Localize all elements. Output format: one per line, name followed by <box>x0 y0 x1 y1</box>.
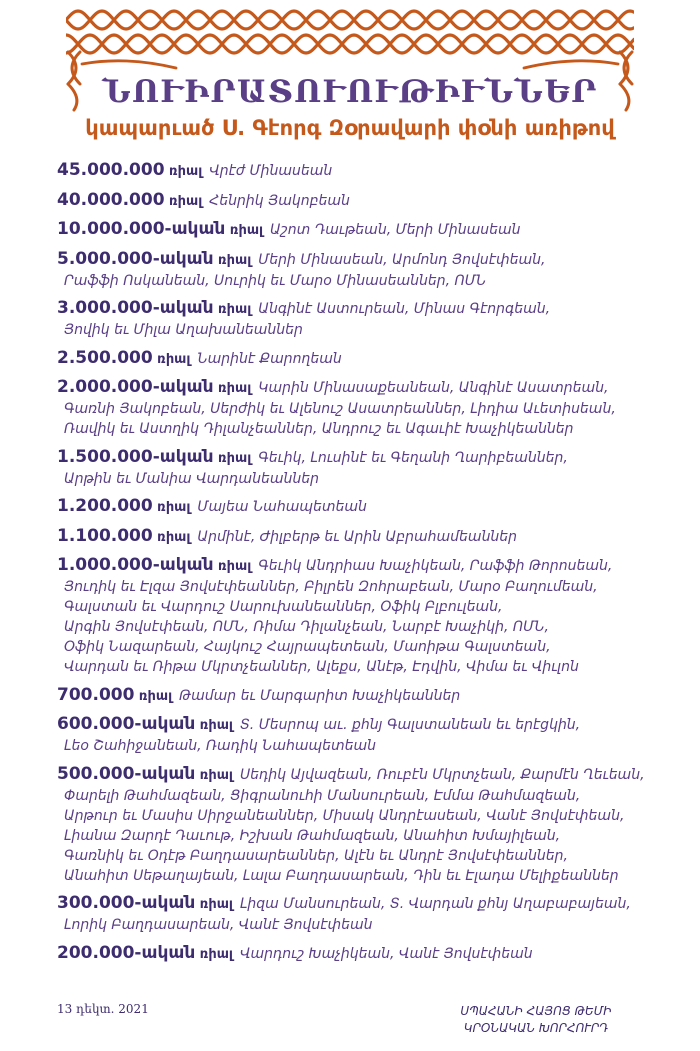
donation-item <box>57 764 677 886</box>
donor-names: Անահիտ Սեթաղայեան, Լալա Բաղդասարեան, Դին եւ Էլադա Մելիքեաններ <box>64 867 619 884</box>
currency-unit: ռիալ <box>199 767 233 783</box>
donation-amount: 10.000.000-ական <box>57 219 226 239</box>
currency-unit: ռիալ <box>217 381 252 396</box>
donor-names: Յովիկ եւ Միլա Աղախանեաններ <box>64 322 303 338</box>
donor-names: Գեւիկ, Լուսինէ եւ Գեղանի Ղարիբեաններ, <box>258 449 568 466</box>
donation-line <box>57 866 677 886</box>
donation-line <box>57 526 677 548</box>
donor-names: Լիզա Մանսուրեան, Տ. Վարդան քհնյ Աղաբաբայեան, <box>239 896 631 912</box>
donation-line <box>57 190 677 212</box>
currency-unit: ռիալ <box>157 529 191 545</box>
donation-amount: 600.000-ական <box>57 714 196 734</box>
donation-line <box>57 786 677 806</box>
donation-line <box>57 419 677 439</box>
donation-line <box>57 846 677 866</box>
donation-amount: 500.000-ական <box>57 763 196 784</box>
donation-item <box>57 714 677 756</box>
organization-line-2: ԿՐՕՆԱԿԱՆ ԽՈՐՀՈՒՐԴ <box>463 1021 609 1035</box>
donation-line <box>57 764 677 786</box>
donation-line <box>57 637 677 657</box>
donation-amount: 2.000.000-ական <box>57 377 214 397</box>
currency-unit: ռիալ <box>157 351 191 367</box>
currency-unit: ռիալ <box>199 718 233 733</box>
donation-line <box>57 893 677 915</box>
donor-names: Օֆիկ Նազարեան, Հայկուշ Հայրապետեան, Մաոիթա Գալստեան, <box>64 639 551 655</box>
donor-names: Տ. Մեսրոպ աւ. քհնյ Գալստանեան եւ երէցկին, <box>239 717 581 733</box>
donor-names: Վարդան եւ Ռիթա Մկրտչեաններ, Ալեքս, Անէթ, Էդվին, Վիմա եւ Վիւլոն <box>64 659 579 675</box>
footer-organization <box>420 1003 652 1037</box>
donation-line <box>57 249 677 271</box>
donation-line <box>57 577 677 597</box>
donation-item <box>57 249 677 291</box>
donation-line <box>57 348 677 370</box>
donation-item <box>57 377 677 439</box>
donation-amount: 2.500.000 <box>57 347 153 368</box>
donor-names: Գալստան եւ Վարդուշ Սարուխանեաններ, Օֆիկ Բլբուլեան, <box>64 599 503 615</box>
donation-amount: 200.000-ական <box>57 942 196 963</box>
donation-item <box>57 160 677 182</box>
donor-names: Յուդիկ եւ Էլզա Յովսէփեաններ, Բիլրեն Զոհրաբեան, Մարօ Բաղումեան, <box>64 579 598 595</box>
donation-amount: 1.200.000 <box>57 496 153 516</box>
currency-unit: ռիալ <box>217 302 252 317</box>
currency-unit: ռիալ <box>157 500 191 515</box>
donation-amount: 700.000 <box>57 684 135 705</box>
donation-line <box>57 399 677 419</box>
donor-names: Լիանա Զարդէ Դաւութ, Իշխան Թահմազեան, Անահիտ Խմայիլեան, <box>64 827 561 844</box>
donor-names: Նարինէ Քարողեան <box>197 350 342 367</box>
page-title: ՆՈՒԻՐԱՏՈՒՈՒԹԻՒՆՆԵՐ <box>102 74 598 110</box>
donations-list <box>57 160 677 972</box>
organization-line-1: ՍՊԱՀԱՆԻ ՀԱՅՈՑ ԹԵՄԻ <box>460 1004 612 1018</box>
donor-names: Աշոտ Դաւթեան, Մերի Մինասեան <box>270 222 521 238</box>
donation-amount: 300.000-ական <box>57 893 196 913</box>
donation-line <box>57 469 677 489</box>
donor-names: Մերի Մինասեան, Արմոնդ Յովսէփեան, <box>258 251 546 268</box>
donation-line <box>57 298 677 320</box>
donation-item <box>57 555 677 677</box>
donation-amount: 1.500.000-ական <box>57 446 214 467</box>
donation-line <box>57 806 677 826</box>
donation-amount: 5.000.000-ական <box>57 248 214 269</box>
donor-names: Վրէժ Մինասեան <box>209 163 333 179</box>
donor-names: Մայեա Նահապետեան <box>197 499 367 515</box>
donation-amount: 1.100.000 <box>57 525 153 546</box>
donation-item <box>57 219 677 241</box>
donation-line <box>57 826 677 846</box>
donation-amount: 45.000.000 <box>57 160 165 180</box>
donation-line <box>57 597 677 617</box>
donation-amount: 40.000.000 <box>57 189 165 210</box>
donation-line <box>57 685 677 707</box>
currency-unit: ռիալ <box>138 688 173 704</box>
donation-amount: 3.000.000-ական <box>57 298 214 318</box>
donor-names: Ռավիկ եւ Աստղիկ Դիլանչեաններ, Անդրուշ եւ Ագաւիէ Խաչիկեաններ <box>64 421 574 437</box>
donor-names: Րաֆֆի Ոսկանեան, Սուրիկ եւ Մարօ Մինասեաններ, ՈՄՆ <box>64 272 487 289</box>
donor-names: Գառնի Յակոբեան, Սերժիկ եւ Ալենուշ Ասատրեաններ, Լիդիա Աւետիսեան, <box>64 401 616 417</box>
donation-line <box>57 496 677 518</box>
currency-unit: ռիալ <box>169 193 203 209</box>
donation-line <box>57 320 677 340</box>
currency-unit: ռիալ <box>199 897 233 912</box>
donation-amount: 1.000.000-ական <box>57 555 214 575</box>
donor-names: Փարելի Թահմազեան, Ցիգրանուհի Մանսուրեան, Էմմա Թահմազեան, <box>64 787 581 804</box>
donation-item <box>57 496 677 518</box>
footer-date: 13 դեկտ. 2021 <box>57 1002 149 1016</box>
currency-unit: ռիալ <box>217 252 252 268</box>
donation-item <box>57 190 677 212</box>
page-subtitle: կապարւած Ս. Գէորգ Զօրավարի փօնի առիթով <box>85 116 615 140</box>
donation-line <box>57 657 677 677</box>
currency-unit: ռիալ <box>199 946 233 962</box>
donor-names: Արթին եւ Մանիա Վարդանեաններ <box>64 470 319 487</box>
donor-names: Լորիկ Բաղդասարեան, Վանէ Յովսէփեան <box>64 917 373 933</box>
donor-names: Անգինէ Աստուրեան, Մինաս Գէորգեան, <box>258 301 551 317</box>
donor-names: Արթուր եւ Մասիս Սիրջանեաններ, Միսակ Անդրէասեան, Վանէ Յովսէփեան, <box>64 807 625 824</box>
donation-line <box>57 219 677 241</box>
donor-names: Գառնիկ եւ Օդէթ Բաղդասարեաններ, Ալէն եւ Անդրէ Յովսէփեաններ, <box>64 847 568 864</box>
donor-names: Գեւիկ Անդրիաս Խաչիկեան, Րաֆֆի Թորոսեան, <box>258 558 613 574</box>
donation-line <box>57 271 677 291</box>
donation-item <box>57 685 677 707</box>
donor-names: Կարին Մինասաքեանեան, Անգինէ Ասատրեան, <box>258 380 609 396</box>
donation-line <box>57 377 677 399</box>
donation-line <box>57 555 677 577</box>
donation-item <box>57 943 677 965</box>
donation-line <box>57 160 677 182</box>
currency-unit: ռիալ <box>217 559 252 574</box>
donation-item <box>57 526 677 548</box>
donor-names: Թամար եւ Մարգարիտ Խաչիկեաններ <box>179 687 461 704</box>
donation-line <box>57 915 677 935</box>
donation-line <box>57 447 677 469</box>
donation-line <box>57 617 677 637</box>
donation-line <box>57 943 677 965</box>
donation-line <box>57 714 677 736</box>
donation-item <box>57 447 677 489</box>
donor-names: Լեօ Շահիջանեան, Ռադիկ Նահապետեան <box>64 738 377 754</box>
donation-item <box>57 298 677 340</box>
donation-line <box>57 736 677 756</box>
currency-unit: ռիալ <box>229 223 264 238</box>
currency-unit: ռիալ <box>217 450 252 466</box>
currency-unit: ռիալ <box>169 164 203 179</box>
donor-names: Հենրիկ Յակոբեան <box>209 192 350 209</box>
donor-names: Վարդուշ Խաչիկեան, Վանէ Յովսէփեան <box>239 945 533 962</box>
donation-item <box>57 893 677 935</box>
donation-item <box>57 348 677 370</box>
donor-names: Արմինէ, Ժիլբերթ եւ Արին Աբրահամեաններ <box>197 528 518 545</box>
donor-names: Սեդիկ Այվազեան, Ռուբէն Մկրտչեան, Քարմէն Ղեւեան, <box>239 766 645 783</box>
donor-names: Արգին Յովսէփեան, ՈՄՆ, Ռիմա Դիլանչեան, Նարբէ Խաչիկի, ՈՄՆ, <box>64 619 549 635</box>
